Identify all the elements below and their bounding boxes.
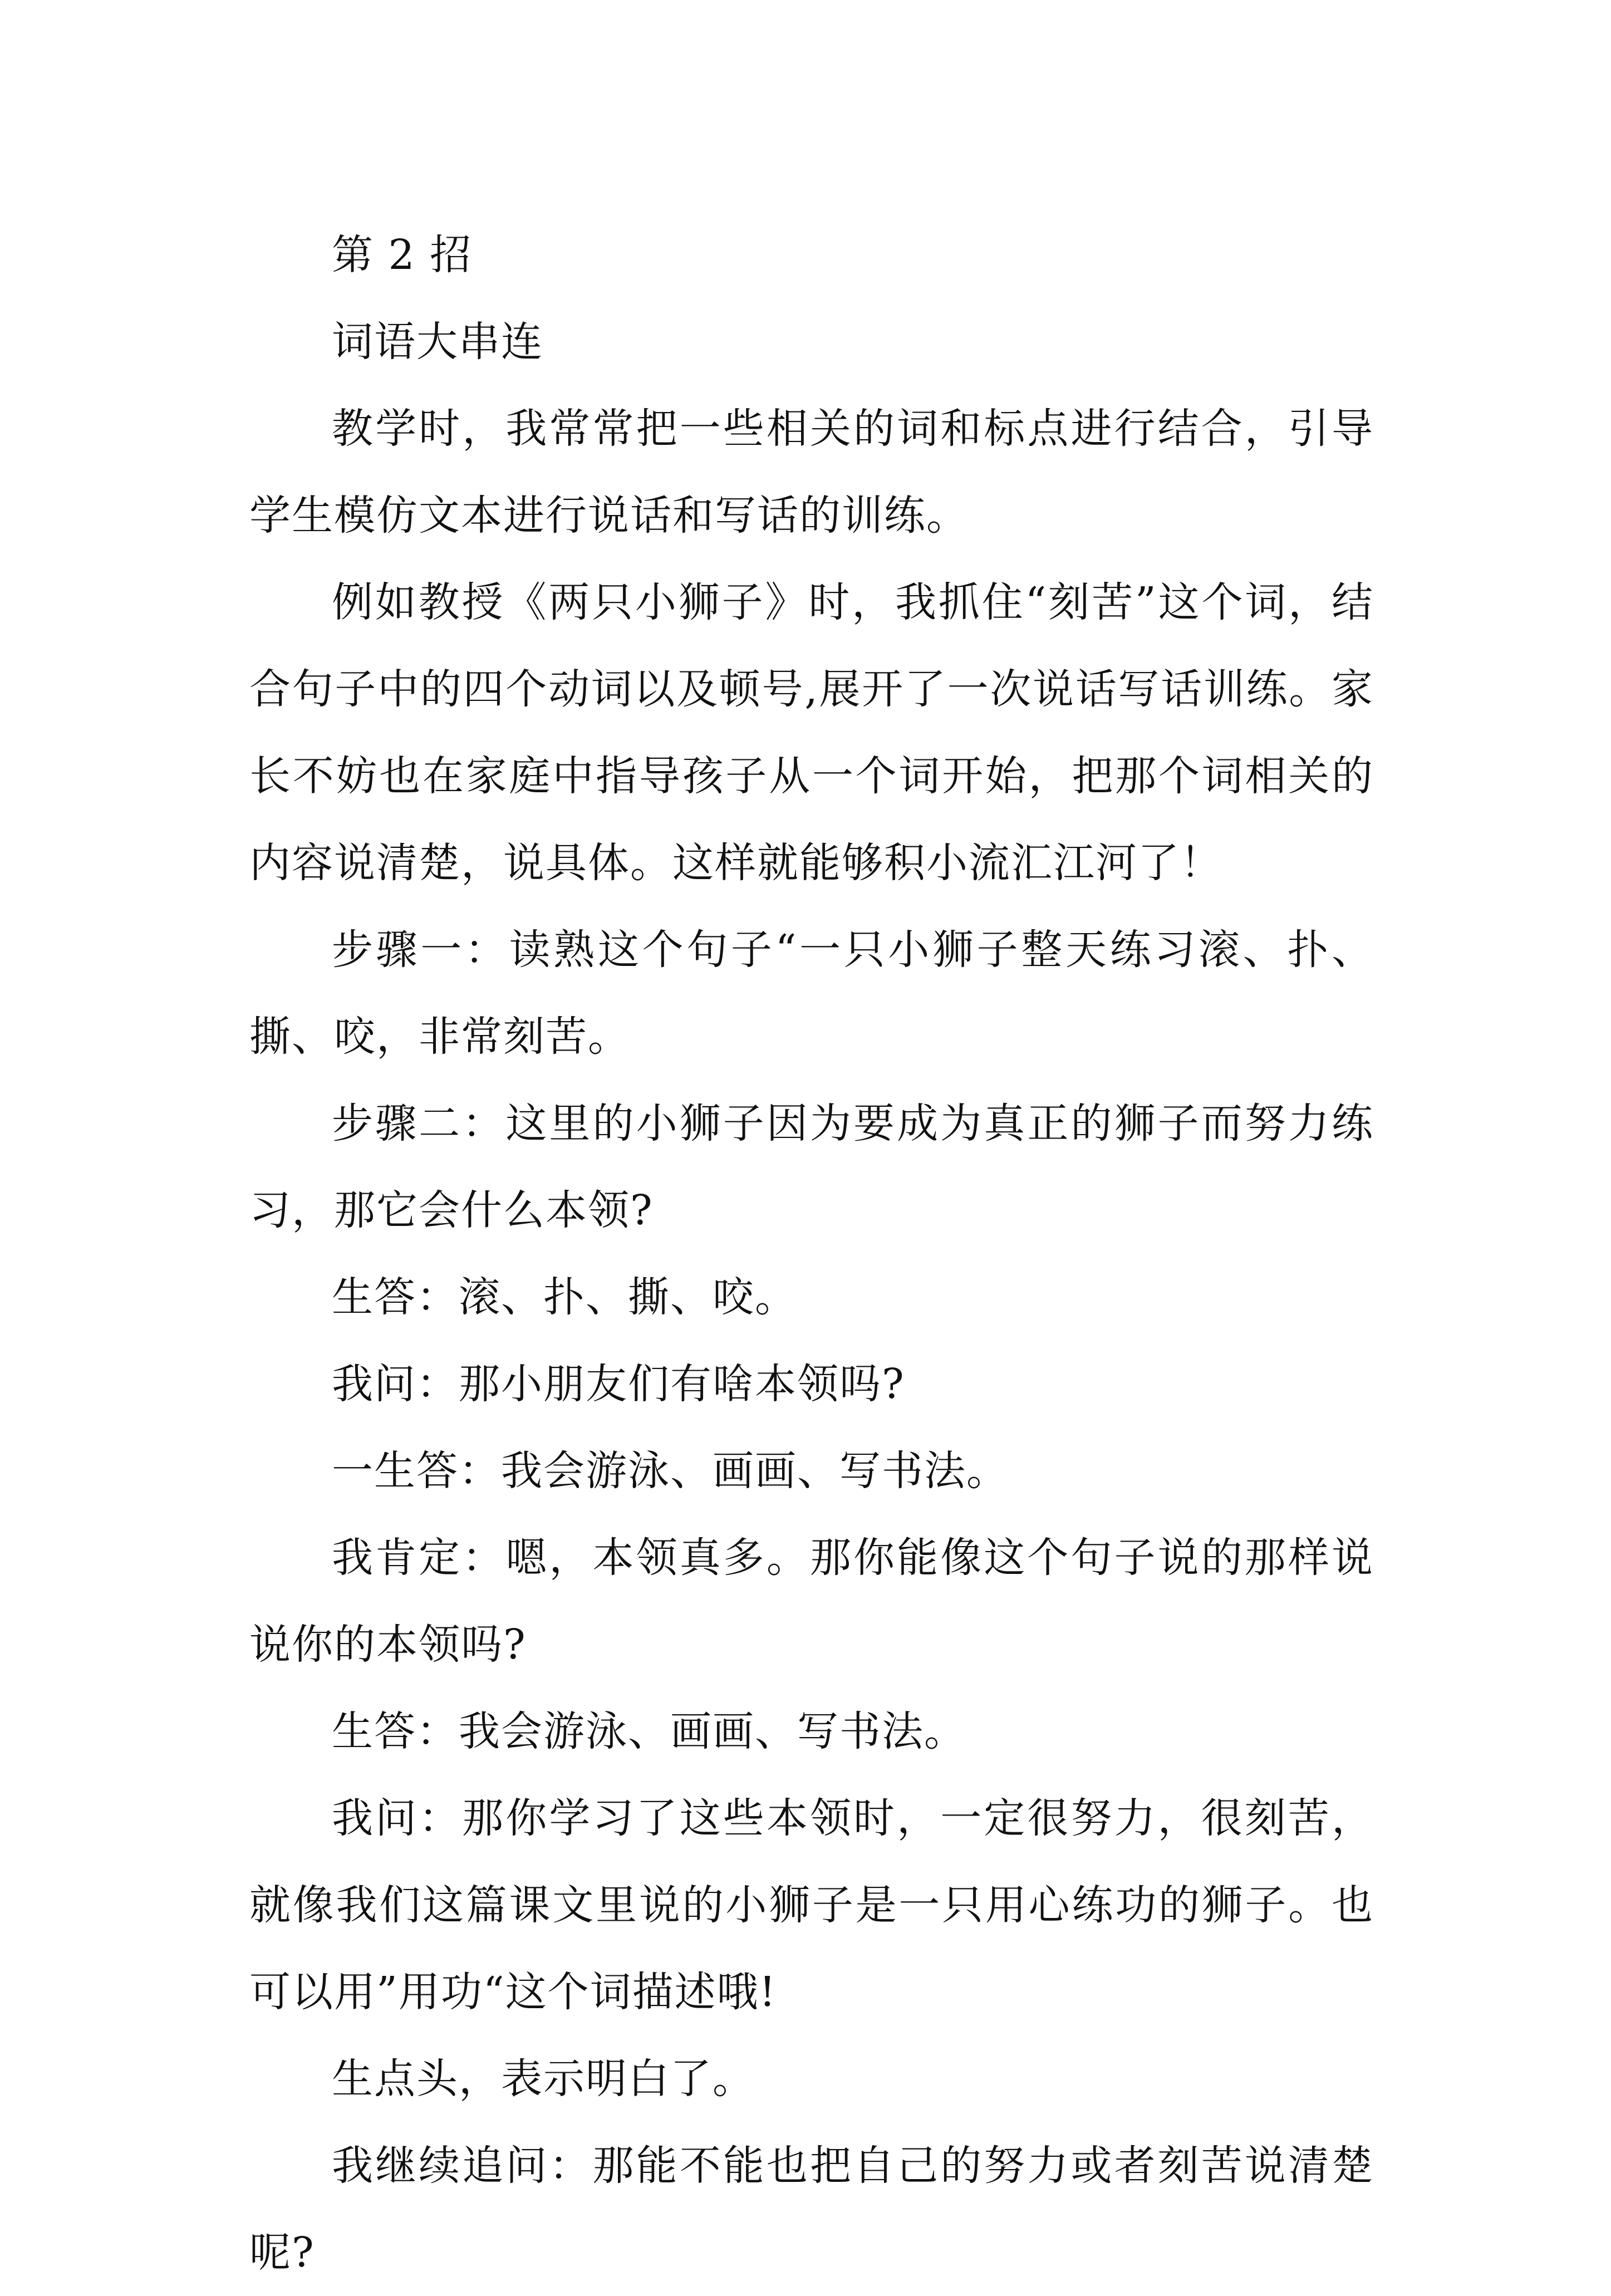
section-number: 第 2 招 [332, 231, 473, 279]
paragraph: 步骤二：这里的小狮子因为要成为真正的狮子而努力练习，那它会什么本领? [249, 1100, 1374, 1234]
paragraph: 生答：滚、扑、撕、咬。 [332, 1273, 797, 1321]
paragraph: 一生答：我会游泳、画画、写书法。 [332, 1447, 1009, 1495]
paragraph: 我继续追问：那能不能也把自己的努力或者刻苦说清楚呢? [249, 2142, 1374, 2277]
paragraph: 我问：那你学习了这些本领时，一定很努力，很刻苦，就像我们这篇课文里说的小狮子是一只用心练功的狮子。也可以用”用功“这个词描述哦! [249, 1794, 1374, 2016]
paragraph: 我肯定：嗯，本领真多。那你能像这个句子说的那样说说你的本领吗? [249, 1534, 1374, 1669]
paragraph: 我问：那小朋友们有啥本领吗? [332, 1360, 905, 1408]
paragraph: 教学时，我常常把一些相关的词和标点进行结合，引导学生模仿文本进行说话和写话的训练。 [249, 405, 1374, 539]
section-title: 词语大串连 [332, 318, 543, 366]
paragraph: 步骤一：读熟这个句子“一只小狮子整天练习滚、扑、撕、咬，非常刻苦。 [249, 926, 1374, 1061]
paragraph: 例如教授《两只小狮子》时，我抓住“刻苦”这个词，结合句子中的四个动词以及顿号,展开了一次说话写话训练。家长不妨也在家庭中指导孩子从一个词开始，把那个词相关的内容说清楚，说具体。这样就能够积小流汇江河了！ [249, 578, 1374, 887]
document-page [249, 212, 1374, 2296]
paragraph: 生答：我会游泳、画画、写书法。 [332, 1708, 966, 1755]
paragraph: 生点头，表示明白了。 [332, 2055, 755, 2103]
